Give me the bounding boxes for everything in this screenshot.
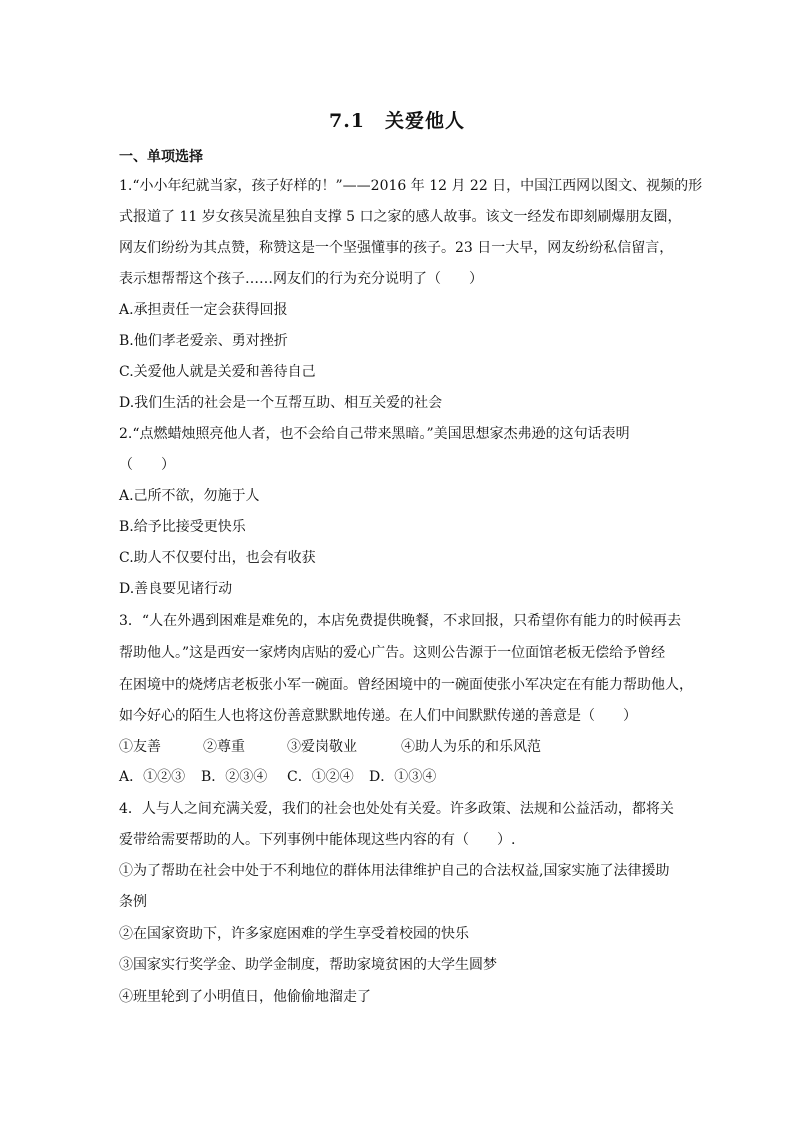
q1-option-c: C.关爱他人就是关爱和善待自己 <box>119 364 316 380</box>
q4-item-2: ②在国家资助下，许多家庭困难的学生享受着校园的快乐 <box>119 926 469 942</box>
q2-line-1: 2.“点燃蜡烛照亮他人者，也不会给自己带来黑暗。”美国思想家杰弗逊的这句话表明 <box>119 426 630 442</box>
q3-item-2: ②尊重 <box>203 739 245 755</box>
q3-item-3: ③爱岗敬业 <box>287 739 357 755</box>
q2-option-d: D.善良要见诸行动 <box>119 581 233 597</box>
q3-line-3: 在困境中的烧烤店老板张小军一碗面。曾经困境中的一碗面使张小军决定在有能力帮助他人， <box>119 677 693 693</box>
q4-line-2: 爱带给需要帮助的人。下列事例中能体现这些内容的有（ ）. <box>119 832 516 848</box>
q4-item-4: ④班里轮到了小明值日，他偷偷地溜走了 <box>119 989 371 1005</box>
q4-item-3: ③国家实行奖学金、助学金制度，帮助家境贫困的大学生圆梦 <box>119 957 497 973</box>
q2-line-2: （ ） <box>119 457 175 473</box>
q3-line-1: 3．“人在外遇到困难是难免的，本店免费提供晚餐，不求回报，只希望你有能力的时候再去 <box>119 613 682 629</box>
q3-items-row <box>119 737 541 757</box>
q3-option-b: B．②③④ <box>201 769 268 785</box>
q3-line-4: 如今好心的陌生人也将这份善意默默地传递。在人们中间默默传递的善意是（ ） <box>119 708 637 724</box>
q2-option-c: C.助人不仅要付出，也会有收获 <box>119 550 316 566</box>
section-heading: 一、单项选择 <box>119 149 203 165</box>
q3-options-row <box>119 767 436 787</box>
q4-item-1: ①为了帮助在社会中处于不利地位的群体用法律维护自己的合法权益,国家实施了法律援助 <box>119 863 670 879</box>
q1-line-3: 网友们纷纷为其点赞，称赞这是一个坚强懂事的孩子。23 日一大早，网友纷纷私信留言， <box>119 240 674 256</box>
q2-option-a: A.己所不欲，勿施于人 <box>119 488 260 504</box>
q2-option-b: B.给予比接受更快乐 <box>119 519 246 535</box>
q1-option-a: A.承担责任一定会获得回报 <box>119 302 288 318</box>
q3-option-d: D．①③④ <box>369 769 437 785</box>
q3-option-a: A．①②③ <box>119 769 186 785</box>
q3-option-c: C．①②④ <box>287 769 354 785</box>
q3-line-2: 帮助他人。”这是西安一家烤肉店贴的爱心广告。这则公告源于一位面馆老板无偿给予曾经 <box>119 645 666 661</box>
q1-line-4: 表示想帮帮这个孩子……网友们的行为充分说明了（ ） <box>119 271 483 287</box>
q1-line-2: 式报道了 11 岁女孩吴流星独自支撑 5 口之家的感人故事。该文一经发布即刻刷爆朋友圈， <box>119 209 682 225</box>
q4-line-1: 4．人与人之间充满关爱，我们的社会也处处有关爱。许多政策、法规和公益活动，都将关 <box>119 801 674 817</box>
page-title: 7.1 关爱他人 <box>328 110 466 132</box>
q1-line-1: 1.“小小年纪就当家，孩子好样的！”——2016 年 12 月 22 日，中国江西网以图文、视频的形 <box>119 178 703 194</box>
q3-item-4: ④助人为乐的和乐风范 <box>401 739 541 755</box>
q3-item-1: ①友善 <box>119 739 161 755</box>
q1-option-b: B.他们孝老爱亲、勇对挫折 <box>119 333 288 349</box>
q4-item-1-cont: 条例 <box>119 894 147 910</box>
q1-option-d: D.我们生活的社会是一个互帮互助、相互关爱的社会 <box>119 395 443 411</box>
